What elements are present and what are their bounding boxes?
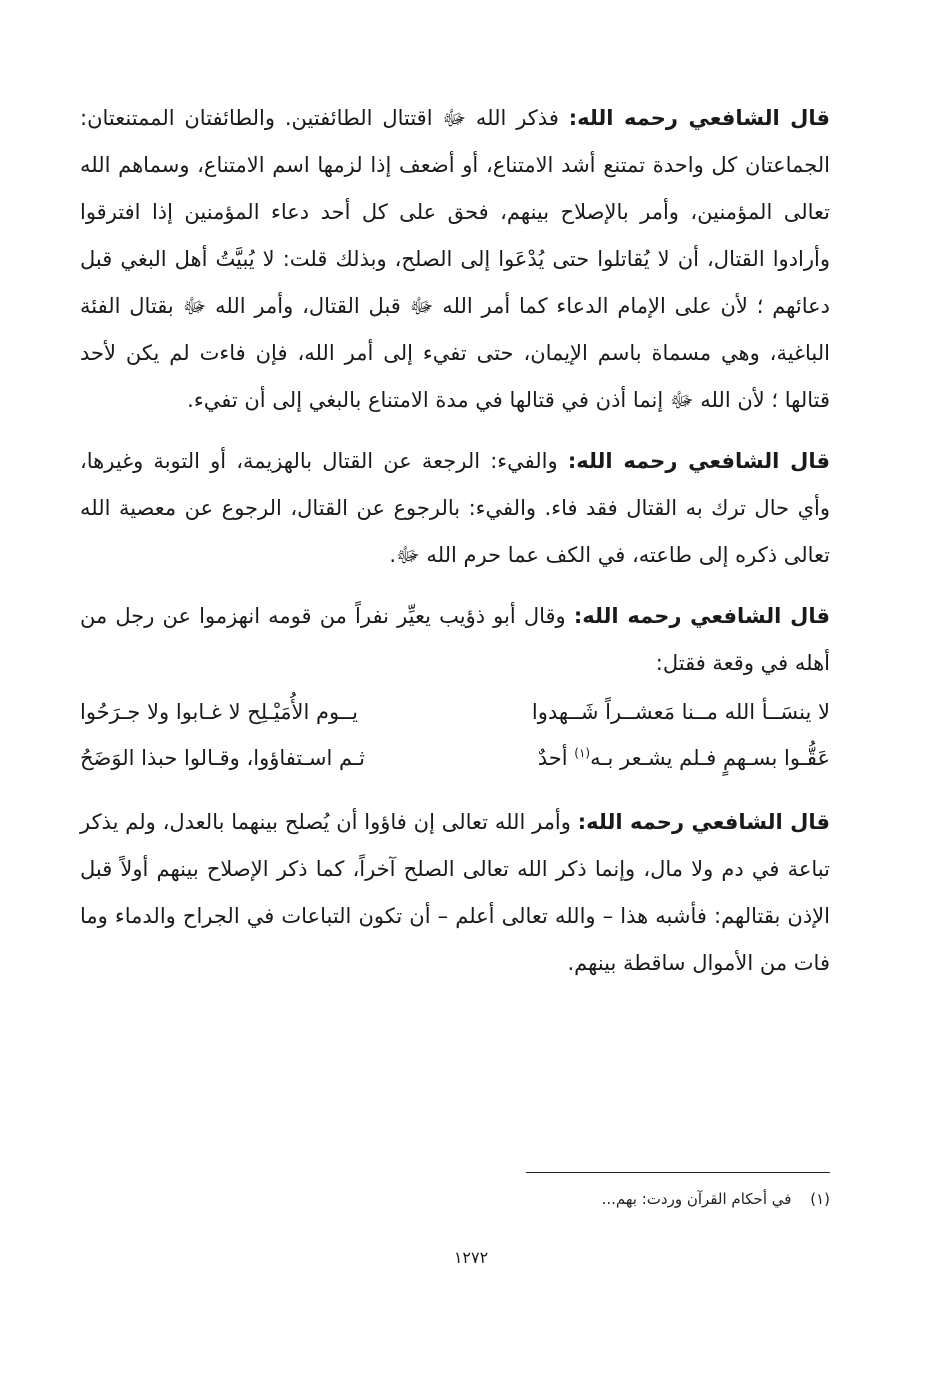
page-body xyxy=(80,95,830,1001)
paragraph-text: والفيء: الرجعة عن القتال بالهزيمة، أو التوبة وغيرها، وأي حال ترك به القتال فقد فاء. والفيء: بالرجوع عن القتال، الرجوع عن معصية الله تعالى ذكره إلى طاعته، في الكف عما حرم الله ﷻ. xyxy=(80,449,830,567)
paragraph-4 xyxy=(80,799,830,987)
poem xyxy=(80,689,830,781)
poem-verse xyxy=(80,689,830,735)
poem-hemistich-second: ثـم اسـتفاؤوا، وقـالوا حبذا الوَضَحُ xyxy=(80,746,365,770)
footnote-text: في أحكام القرآن وردت: بهم... xyxy=(601,1190,792,1208)
paragraph-text: وقال أبو ذؤيب يعيِّر نفراً من قومه انهزموا عن رجل من أهله في وقعة فقتل: xyxy=(80,604,830,675)
poem-verse xyxy=(80,735,830,781)
speaker-label: قال الشافعي رحمه الله: xyxy=(567,449,830,473)
poem-hemistich-first: لا ينسَــأ الله مــنا مَعشــراً شَــهدوا xyxy=(531,700,830,724)
poem-hemistich-second: يــوم الأُمَيْـلِح لا غـابوا ولا جـرَحُوا xyxy=(80,700,358,724)
footnote-reference[interactable]: (١) xyxy=(574,746,591,760)
speaker-label: قال الشافعي رحمه الله: xyxy=(568,106,830,130)
paragraph-3 xyxy=(80,593,830,687)
poem-hemistich-text: عَقُّـوا بسـهمٍ فـلم يشـعر بـه xyxy=(590,746,830,770)
speaker-label: قال الشافعي رحمه الله: xyxy=(573,604,830,628)
footnote xyxy=(602,1190,830,1208)
poem-hemistich-first xyxy=(538,735,830,781)
footnote-separator xyxy=(526,1172,830,1173)
paragraph-1 xyxy=(80,95,830,424)
paragraph-text: فذكر الله ﷻ اقتتال الطائفتين. والطائفتان الممتنعتان: الجماعتان كل واحدة تمتنع أشد الامتناع، أو أضعف إذا لزمها اسم الامتناع، وسماهم الله تعالى المؤمنين، وأمر بالإصلاح بينهم، فحق على كل أحد دعاء المؤمنين إذا افترقوا وأرادوا القتال، أن لا يُقاتلوا حتى يُدْعَوا إلى الصلح، وبذلك قلت: لا يُبيَّتُ أهل البغي قبل دعائهم ؛ لأن على الإمام الدعاء كما أمر الله ﷻ قبل القتال، وأمر الله ﷻ بقتال الفئة الباغية، وهي مسماة باسم الإيمان، حتى تفيء إلى أمر الله، فإن فاءت لم يكن لأحد قتالها ؛ لأن الله ﷻ إنما أذن في قتالها في مدة الامتناع بالبغي إلى أن تفيء. xyxy=(80,106,830,412)
speaker-label: قال الشافعي رحمه الله: xyxy=(577,810,830,834)
paragraph-2 xyxy=(80,438,830,579)
footnote-number: (١) xyxy=(810,1190,830,1208)
paragraph-text: وأمر الله تعالى إن فاؤوا أن يُصلح بينهما بالعدل، ولم يذكر تباعة في دم ولا مال، وإنما ذكر الله تعالى الصلح آخراً، كما ذكر الإصلاح بينهم أولاً قبل الإذن بقتالهم: فأشبه هذا – والله تعالى أعلم – أن تكون التباعات في الجراح والدماء وما فات من الأموال ساقطة بينهم. xyxy=(80,810,830,975)
poem-hemistich-text: أحدٌ xyxy=(537,746,568,770)
page-number: ١٢٧٢ xyxy=(453,1248,489,1267)
